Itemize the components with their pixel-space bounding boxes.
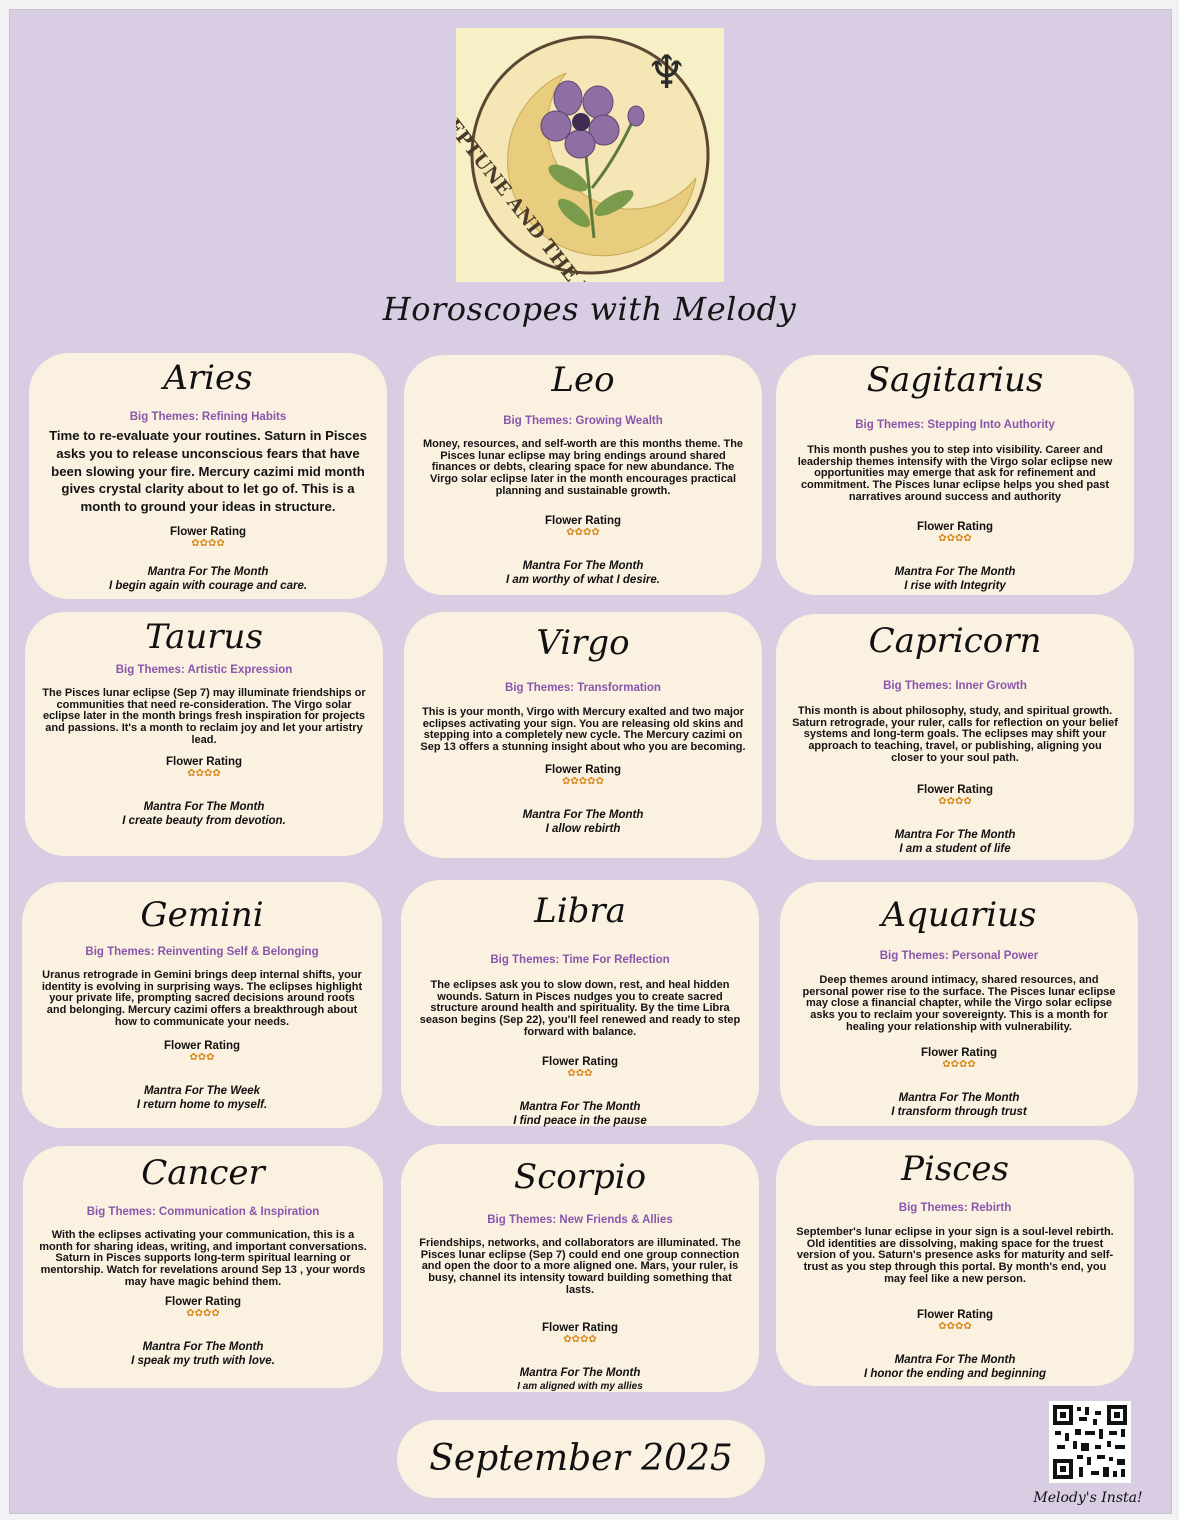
description: The eclipses ask you to slow down, rest, and heal hidden wounds. Saturn in Pisces nudges you to create sacred structure around health and spirituality. By the time Libra season begins (Sep 22), you'll feel renewed and ready to step forward with balance. [419, 979, 741, 1038]
qr-code-icon[interactable] [1049, 1401, 1131, 1483]
mantra: I am aligned with my allies [517, 1381, 643, 1393]
flower-rating: ✿✿✿ [189, 1052, 215, 1064]
description: Money, resources, and self-worth are this months theme. The Pisces lunar eclipse may bring endings around shared finances or debts, clearing space for new abundance. The Virgo solar eclipse later in the month encourages practical planning and sustainable growth. [422, 438, 744, 497]
big-theme: Big Themes: Growing Wealth [503, 415, 663, 427]
flower-rating-label: Flower Rating [916, 1309, 994, 1322]
description: This month pushes you to step into visibility. Career and leadership themes intensify with the Virgo solar eclipse new opportunities may emerge that ask for refinement and commitment. The Pisces lunar eclipse helps you shed past narratives around success and authority [797, 444, 1113, 503]
flower-rating: ✿✿✿✿ [191, 538, 225, 550]
big-theme: Big Themes: Personal Power [879, 950, 1039, 962]
mantra: I create beauty from devotion. [122, 815, 286, 828]
sign-name: Aries [163, 358, 253, 398]
big-theme: Big Themes: Time For Reflection [490, 954, 670, 966]
sign-name: Pisces [901, 1149, 1009, 1189]
big-theme: Big Themes: Inner Growth [883, 680, 1027, 692]
big-theme: Big Themes: Refining Habits [129, 411, 287, 423]
sign-name: Aquarius [881, 895, 1037, 935]
sign-name: Virgo [536, 623, 630, 663]
big-theme: Big Themes: Stepping Into Authority [855, 419, 1055, 431]
mantra: I honor the ending and beginning [863, 1368, 1047, 1381]
flower-rating: ✿✿✿✿✿ [562, 775, 604, 787]
card-gemini [22, 882, 382, 1128]
big-theme: Big Themes: New Friends & Allies [487, 1214, 673, 1226]
flower-rating: ✿✿✿✿ [566, 527, 600, 539]
flower-rating-label: Flower Rating [169, 526, 247, 539]
mantra: I rise with Integrity [904, 580, 1006, 593]
mantra: I am worthy of what I desire. [505, 574, 660, 587]
mantra-label: Mantra For The Month [147, 566, 269, 579]
mantra: I allow rebirth [545, 822, 621, 835]
sign-name: Taurus [145, 617, 263, 657]
description: This is your month, Virgo with Mercury exalted and two major eclipses activating your sign. You are releasing old skins and stepping into a completely new cycle. The Mercury cazimi on Sep 13 offers a stunning insight about who you are becoming. [420, 706, 746, 753]
card-sagittarius [776, 355, 1134, 595]
mantra: I find peace in the pause [513, 1115, 647, 1128]
card-aquarius [780, 882, 1138, 1126]
big-theme: Big Themes: Rebirth [898, 1202, 1012, 1214]
mantra-label: Mantra For The Month [898, 1092, 1020, 1105]
flower-rating-label: Flower Rating [164, 1296, 242, 1309]
flower-rating-label: Flower Rating [163, 1040, 241, 1053]
logo-emblem [456, 28, 724, 282]
sign-name: Gemini [140, 895, 264, 935]
logo-brand-text: NEPTUNE AND THE [456, 101, 583, 282]
mantra: I return home to myself. [136, 1099, 268, 1112]
mantra-label: Mantra For The Month [894, 829, 1016, 842]
card-virgo [404, 612, 762, 858]
flower-rating: ✿✿✿✿ [938, 796, 972, 808]
flower-rating: ✿✿✿ [567, 1068, 593, 1080]
flower-rating-label: Flower Rating [916, 521, 994, 534]
mantra-label: Mantra For The Month [522, 560, 644, 573]
sign-name: Capricorn [868, 621, 1042, 661]
flower-rating: ✿✿✿✿ [563, 1334, 597, 1346]
flower-rating-label: Flower Rating [165, 756, 243, 769]
mantra: I am a student of life [899, 843, 1011, 856]
mantra: I speak my truth with love. [131, 1355, 275, 1368]
flower-rating-label: Flower Rating [541, 1322, 619, 1335]
sign-name: Scorpio [513, 1157, 647, 1197]
card-leo [404, 355, 762, 595]
big-theme: Big Themes: Communication & Inspiration [86, 1206, 320, 1218]
card-scorpio [401, 1144, 759, 1392]
description: Deep themes around intimacy, shared resources, and personal power rise to the surface. The Pisces lunar eclipse may close a financial chapter, while the Virgo solar eclipse asks you to reclaim your sovereignty. This is a month for healing your relationship with vulnerability. [802, 974, 1116, 1033]
mantra-label: Mantra For The Month [522, 808, 644, 821]
qr-caption: Melody's Insta! [1033, 1490, 1143, 1506]
flower-rating: ✿✿✿✿ [186, 1308, 220, 1320]
mantra-label: Mantra For The Week [143, 1085, 261, 1098]
description: Uranus retrograde in Gemini brings deep internal shifts, your identity is evolving in surprising ways. The eclipses highlight your private life, prompting sacred decisions around roots and belonging. Mercury cazimi offers a breakthrough about how to communicate your needs. [41, 969, 363, 1028]
mantra-label: Mantra For The Month [519, 1367, 641, 1380]
neptune-symbol-icon: ♆ [646, 45, 688, 99]
card-cancer [23, 1146, 383, 1388]
card-capricorn [776, 614, 1134, 860]
description: The Pisces lunar eclipse (Sep 7) may illuminate friendships or communities that need re-consideration. The Virgo solar eclipse later in the month brings fresh inspiration for projects and passions. It's a month to reclaim joy and let your artistry lead. [42, 687, 366, 746]
description: Friendships, networks, and collaborators are illuminated. The Pisces lunar eclipse (Sep 7) could end one group connection and open the door to a more aligned one. Mars, your ruler, is busy, channel its intensity toward building something that lasts. [419, 1237, 741, 1296]
card-libra [401, 880, 759, 1126]
description: With the eclipses activating your communication, this is a month for sharing ideas, writing, and important conversations. Saturn in Pisces supports long-term spiritual learning or mentorship. Watch for revelations around Sep 13 , your words may have magic behind them. [39, 1229, 367, 1288]
sign-name: Leo [551, 360, 615, 400]
flower-rating-label: Flower Rating [920, 1047, 998, 1060]
sign-name: Cancer [141, 1153, 265, 1193]
flower-rating: ✿✿✿✿ [942, 1059, 976, 1071]
big-theme: Big Themes: Reinventing Self & Belonging [85, 946, 319, 958]
flower-rating-label: Flower Rating [544, 763, 622, 776]
big-theme: Big Themes: Transformation [505, 682, 661, 694]
flower-rating-label: Flower Rating [544, 515, 622, 528]
page-title: Horoscopes with Melody [382, 290, 797, 328]
flower-rating-label: Flower Rating [916, 784, 994, 797]
big-theme: Big Themes: Artistic Expression [115, 664, 293, 676]
mantra-label: Mantra For The Month [143, 801, 265, 814]
card-pisces [776, 1140, 1134, 1386]
mantra-label: Mantra For The Month [894, 566, 1016, 579]
description: Time to re-evaluate your routines. Saturn in Pisces asks you to release unconscious fears that have been slowing your fire. Mercury cazimi mid month gives crystal clarity about to let go of. This is a month to ground your ideas in structure. [49, 428, 367, 515]
sign-name: Libra [534, 891, 626, 931]
month-banner: September 2025 [397, 1420, 765, 1498]
description: This month is about philosophy, study, and spiritual growth. Saturn retrograde, your ruler, calls for reflection on your belief systems and long-term goals. The eclipses may shift your approach to teaching, travel, or publishing, aligning you closer to your soul path. [792, 705, 1118, 764]
description: September's lunar eclipse in your sign is a soul-level rebirth. Old identities are dissolving, making space for the truest version of you. Saturn's presence asks for maturity and self-trust as you step through this portal. By month's end, you may feel like a new person. [796, 1226, 1114, 1285]
mantra: I begin again with courage and care. [108, 580, 308, 593]
flower-rating: ✿✿✿✿ [187, 768, 221, 780]
sign-name: Sagitarius [866, 360, 1044, 400]
flower-rating: ✿✿✿✿ [938, 533, 972, 545]
mantra: I transform through trust [891, 1106, 1027, 1119]
flower-rating-label: Flower Rating [541, 1056, 619, 1069]
mantra-label: Mantra For The Month [519, 1101, 641, 1114]
card-taurus [25, 612, 383, 856]
flower-rating: ✿✿✿✿ [938, 1321, 972, 1333]
mantra-label: Mantra For The Month [142, 1341, 264, 1354]
neptune-moon-logo [456, 28, 724, 282]
card-aries [29, 353, 387, 599]
mantra-label: Mantra For The Month [894, 1354, 1016, 1367]
